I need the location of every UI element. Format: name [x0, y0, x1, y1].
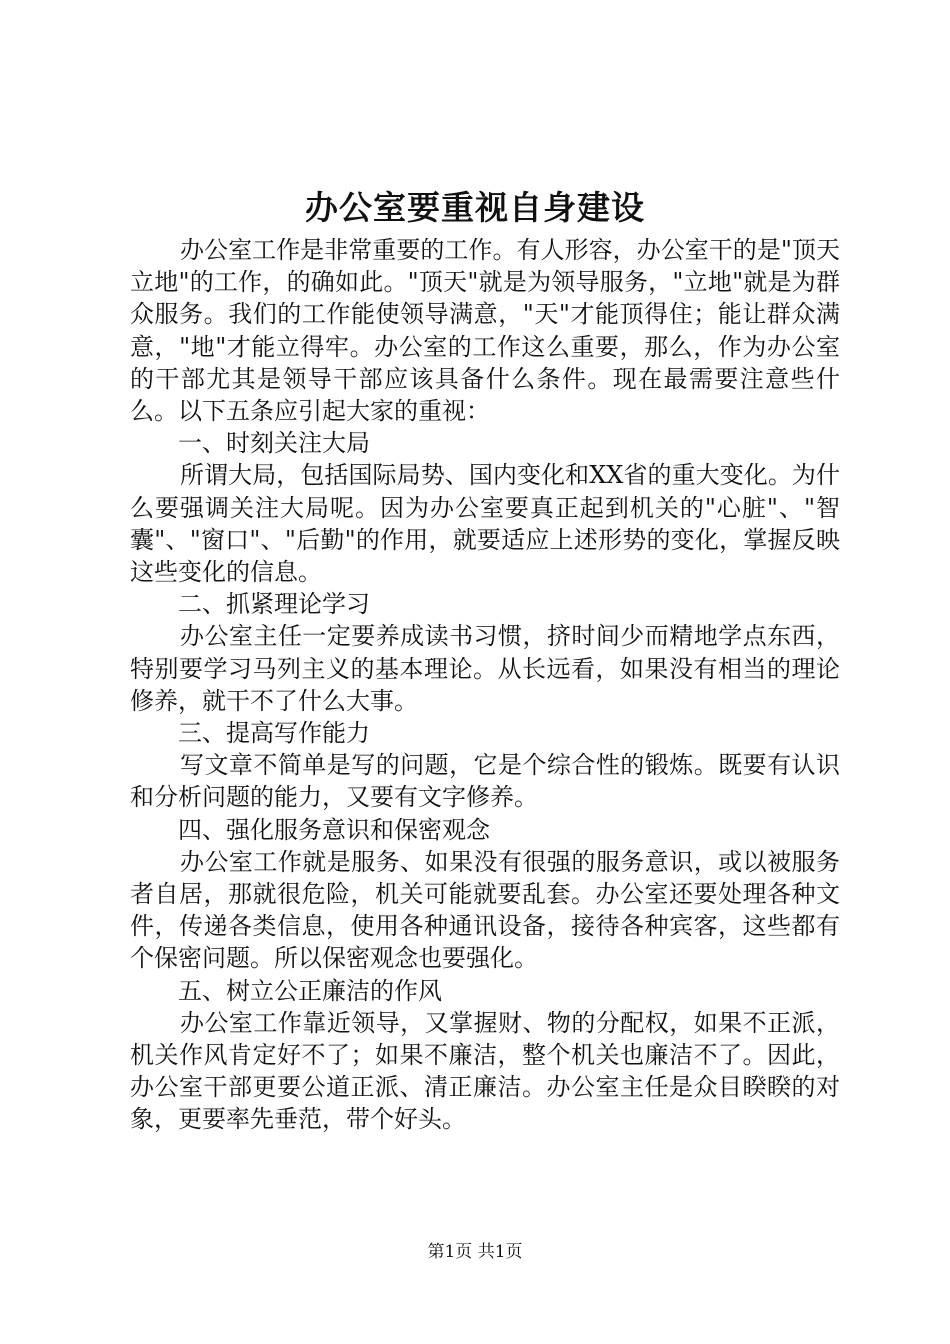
section-heading-4: 四、强化服务意识和保密观念 — [178, 815, 490, 844]
section-paragraph-3: 写文章不简单是写的问题，它是个综合性的锻炼。既要有认识和分析问题的能力，又要有文字修养。 — [130, 751, 840, 812]
document-title: 办公室要重视自身建设 — [305, 188, 645, 227]
intro-paragraph: 办公室工作是非常重要的工作。有人形容，办公室干的是"顶天立地"的工作，的确如此。"顶天"就是为领导服务，"立地"就是为群众服务。我们的工作能使领导满意，"天"才能顶得住；能让群众满意，"地"才能立得牢。办公室的工作这么重要，那么，作为办公室的干部尤其是领导干部应该具备什么条件。现在最需要注意些什么。以下五条应引起大家的重视： — [130, 236, 840, 426]
section-paragraph-5: 办公室工作靠近领导，又掌握财、物的分配权，如果不正派，机关作风肯定好不了；如果不廉洁，整个机关也廉洁不了。因此，办公室干部更要公道正派、清正廉洁。办公室主任是众目睽睽的对象，更要率先垂范，带个好头。 — [130, 1008, 840, 1134]
section-heading-2: 二、抓紧理论学习 — [178, 590, 370, 619]
section-heading-3: 三、提高写作能力 — [178, 719, 370, 748]
section-paragraph-2: 办公室主任一定要养成读书习惯，挤时间少而精地学点东西，特别要学习马列主义的基本理论。从长远看，如果没有相当的理论修养，就干不了什么大事。 — [130, 622, 840, 715]
section-paragraph-4: 办公室工作就是服务、如果没有很强的服务意识，或以被服务者自居，那就很危险，机关可能就要乱套。办公室还要处理各种文件，传递各类信息，使用各种通讯设备，接待各种宾客，这些都有个保密问题。所以保密观念也要强化。 — [130, 847, 840, 973]
document-body — [130, 234, 840, 1136]
section-paragraph-1: 所谓大局，包括国际局势、国内变化和XX省的重大变化。为什么要强调关注大局呢。因为办公室要真正起到机关的"心脏"、"智囊"、"窗口"、"后勤"的作用，就要适应上述形势的变化，掌握反映这些变化的信息。 — [130, 461, 840, 587]
section-heading-1: 一、时刻关注大局 — [178, 429, 370, 458]
page-footer: 第1页 共1页 — [427, 1242, 523, 1262]
section-heading-5: 五、树立公正廉洁的作风 — [178, 976, 442, 1005]
